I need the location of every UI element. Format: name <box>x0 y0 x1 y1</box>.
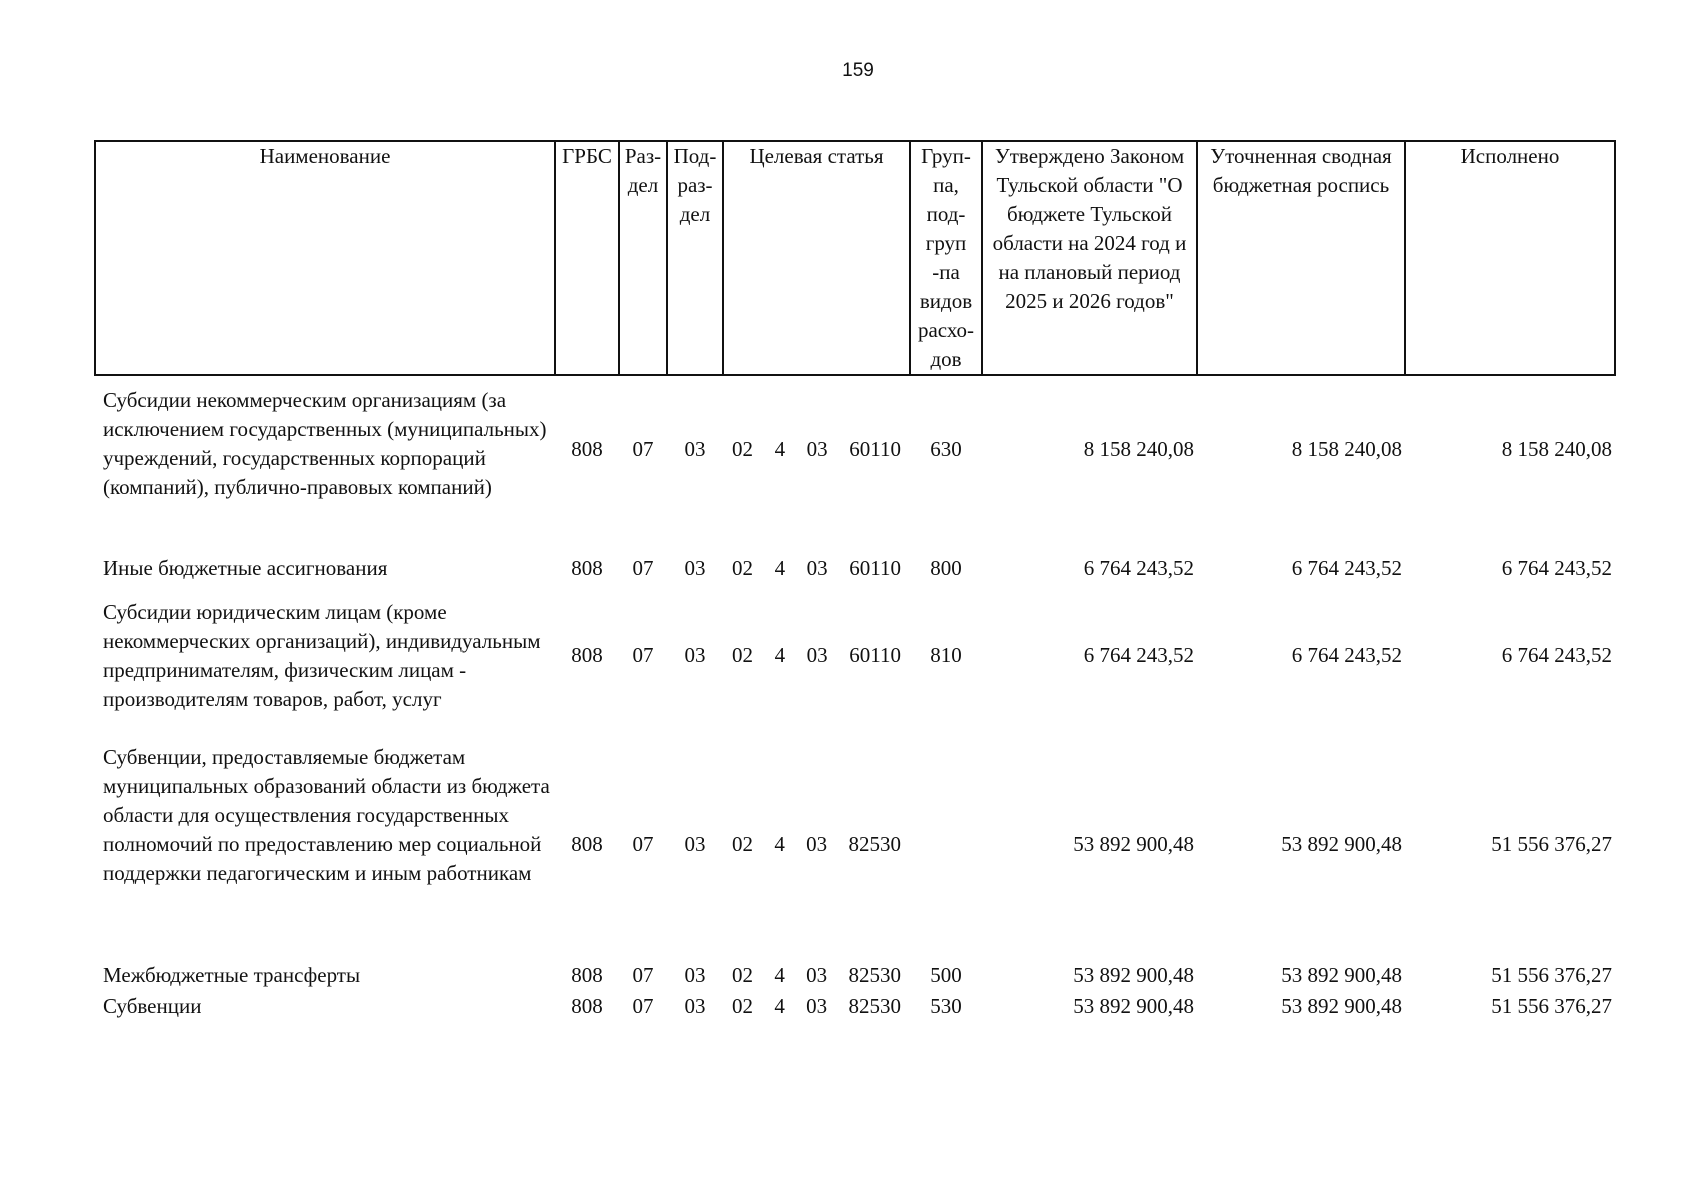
table-row <box>95 583 1615 728</box>
row-target <box>723 375 910 553</box>
row-razdel: 07 <box>632 643 654 667</box>
row-name: Межбюджетные трансферты <box>103 963 361 987</box>
row-name: Субвенции, предоставляемые бюджетам муниципальных образований области из бюджета области для осуществления государственных полномочий по предоставлению мер социальной поддержки педагогическим и иным работникам <box>103 744 550 885</box>
row-target <box>723 728 910 960</box>
target-program: 02 <box>732 994 753 1018</box>
target-direction: 82530 <box>848 831 901 856</box>
row-razdel: 07 <box>632 994 654 1018</box>
row-refined: 53 892 900,48 <box>1281 831 1402 856</box>
target-type: 4 <box>774 555 786 580</box>
row-podrazdel: 03 <box>684 643 706 667</box>
row-refined: 8 158 240,08 <box>1291 437 1402 461</box>
row-grbs: 808 <box>571 643 603 667</box>
header-grbs: ГРБС <box>555 141 619 375</box>
row-podrazdel: 03 <box>684 831 706 856</box>
target-subprogram: 03 <box>806 963 828 987</box>
target-subprogram: 03 <box>806 831 828 856</box>
target-direction: 60110 <box>849 437 901 461</box>
row-target <box>723 583 910 728</box>
row-podrazdel: 03 <box>684 994 706 1018</box>
row-executed: 8 158 240,08 <box>1501 437 1612 461</box>
row-name: Субвенции <box>103 994 202 1018</box>
header-refined: Уточненная сводная бюджетная роспись <box>1197 141 1405 375</box>
budget-table-container <box>94 140 1616 1022</box>
page-number: 159 <box>842 60 874 81</box>
table-header-row <box>95 141 1615 375</box>
row-executed: 6 764 243,52 <box>1501 643 1612 667</box>
row-razdel: 07 <box>632 555 654 580</box>
target-type: 4 <box>774 994 785 1018</box>
row-razdel: 07 <box>632 963 654 987</box>
table-row <box>95 375 1615 553</box>
row-refined: 6 764 243,52 <box>1291 555 1402 580</box>
row-refined: 53 892 900,48 <box>1281 994 1402 1018</box>
row-razdel: 07 <box>632 831 654 856</box>
target-direction: 82530 <box>848 994 901 1018</box>
row-razdel: 07 <box>632 437 654 461</box>
table-row <box>95 991 1615 1022</box>
target-type: 4 <box>774 643 786 667</box>
row-name: Субсидии юридическим лицам (кроме некоммерческих организаций), индивидуальным предпринимателям, физическим лицам - производителям товаров, работ, услуг <box>103 599 541 711</box>
target-subprogram: 03 <box>806 994 828 1018</box>
header-name: Наименование <box>95 141 555 375</box>
table-row <box>95 553 1615 583</box>
row-podrazdel: 03 <box>684 555 706 580</box>
row-executed: 6 764 243,52 <box>1501 555 1612 580</box>
row-refined: 53 892 900,48 <box>1281 963 1402 987</box>
row-refined: 6 764 243,52 <box>1291 643 1402 667</box>
row-group: 810 <box>930 643 962 667</box>
target-subprogram: 03 <box>806 555 828 580</box>
table-row <box>95 960 1615 991</box>
row-approved: 53 892 900,48 <box>1073 831 1194 856</box>
target-program: 02 <box>732 963 753 987</box>
target-direction: 60110 <box>849 555 901 580</box>
target-subprogram: 03 <box>806 437 828 461</box>
row-approved: 6 764 243,52 <box>1083 555 1194 580</box>
target-type: 4 <box>774 963 785 987</box>
row-approved: 53 892 900,48 <box>1073 963 1194 987</box>
target-subprogram: 03 <box>806 643 828 667</box>
target-direction: 60110 <box>849 643 901 667</box>
header-executed: Исполнено <box>1405 141 1615 375</box>
row-target <box>723 960 910 991</box>
row-grbs: 808 <box>571 437 603 461</box>
row-group: 800 <box>930 555 962 580</box>
target-program: 02 <box>732 555 753 580</box>
row-approved: 8 158 240,08 <box>1083 437 1194 461</box>
row-grbs: 808 <box>571 963 603 987</box>
row-podrazdel: 03 <box>684 963 706 987</box>
target-direction: 82530 <box>848 963 901 987</box>
row-approved: 53 892 900,48 <box>1073 994 1194 1018</box>
budget-table <box>94 140 1616 1022</box>
row-executed: 51 556 376,27 <box>1491 831 1612 856</box>
header-target: Целевая статья <box>723 141 910 375</box>
row-target <box>723 553 910 583</box>
row-podrazdel: 03 <box>684 437 706 461</box>
row-group: 630 <box>930 437 962 461</box>
target-program: 02 <box>732 437 753 461</box>
row-group: 530 <box>930 994 962 1018</box>
row-grbs: 808 <box>571 555 603 580</box>
target-program: 02 <box>732 643 753 667</box>
row-group: 500 <box>930 963 962 987</box>
header-group: Груп-па, под-груп -па видов расхо-дов <box>910 141 982 375</box>
row-target <box>723 991 910 1022</box>
target-program: 02 <box>732 831 753 856</box>
row-executed: 51 556 376,27 <box>1491 994 1612 1018</box>
table-row <box>95 728 1615 960</box>
target-type: 4 <box>774 831 785 856</box>
header-podrazdel: Под-раз-дел <box>667 141 723 375</box>
target-type: 4 <box>774 437 786 461</box>
row-name: Иные бюджетные ассигнования <box>103 555 388 580</box>
header-razdel: Раз-дел <box>619 141 667 375</box>
row-group <box>910 728 982 960</box>
row-executed: 51 556 376,27 <box>1491 963 1612 987</box>
row-name: Субсидии некоммерческим организациям (за исключением государственных (муниципальных) учреждений, государственных корпораций (компаний), публично-правовых компаний) <box>103 387 547 499</box>
row-grbs: 808 <box>571 831 603 856</box>
row-approved: 6 764 243,52 <box>1083 643 1194 667</box>
header-approved: Утверждено Законом Тульской области "О бюджете Тульской области на 2024 год и на плановый период 2025 и 2026 годов" <box>982 141 1197 375</box>
row-grbs: 808 <box>571 994 603 1018</box>
